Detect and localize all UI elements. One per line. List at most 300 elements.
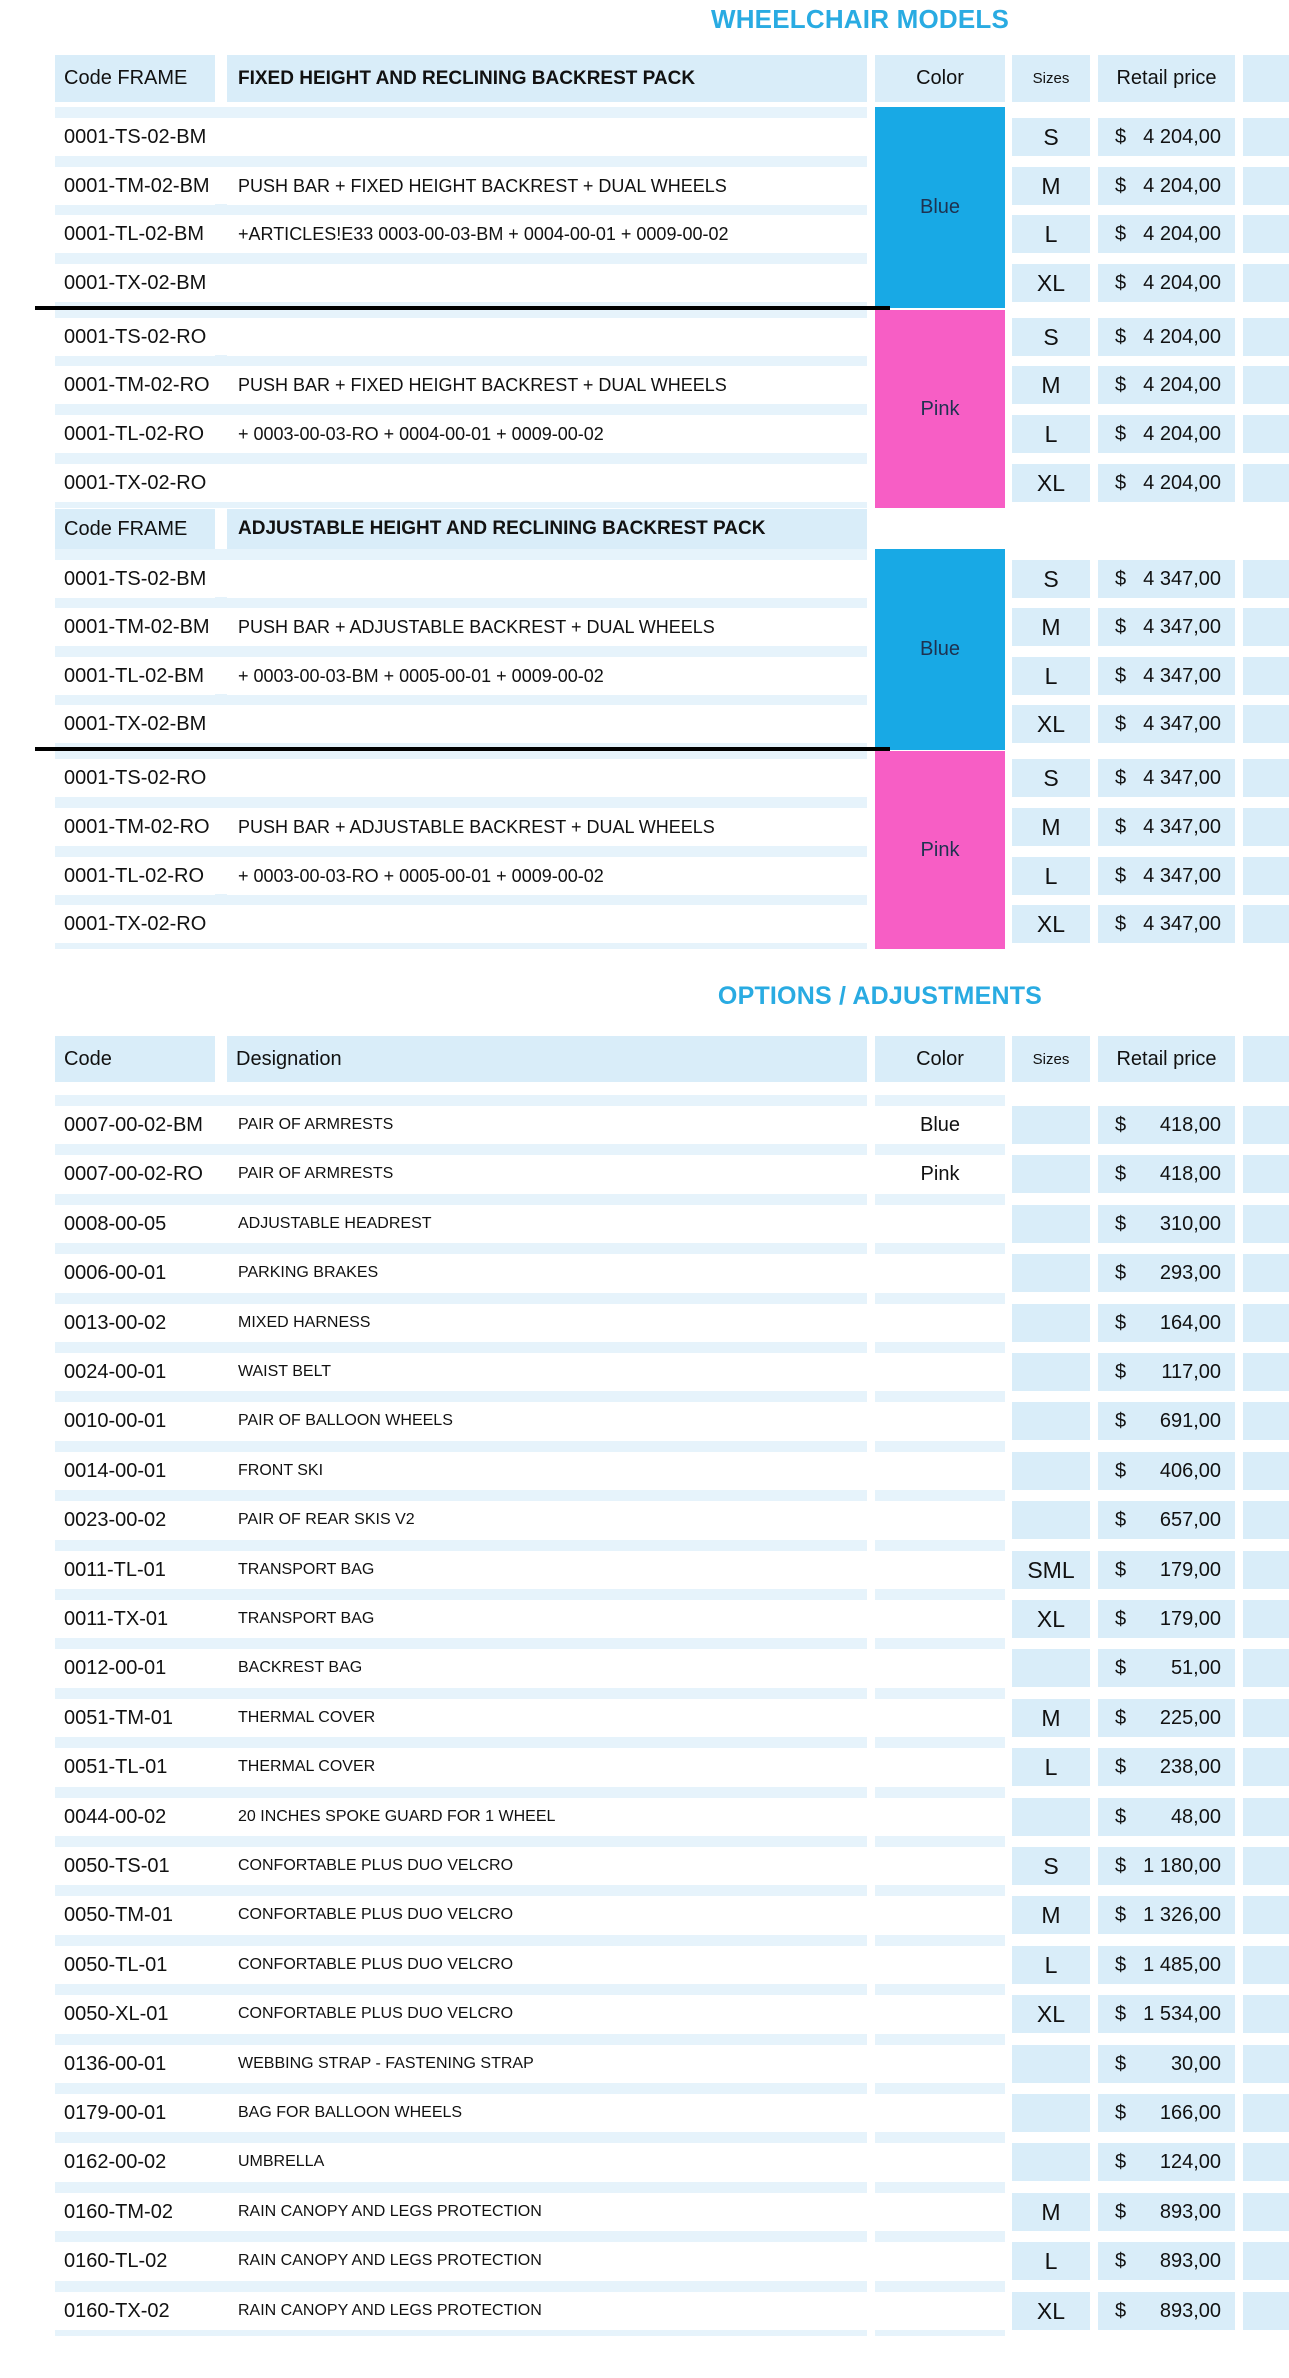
- price-amount: 238,00: [1159, 1755, 1221, 1778]
- designation-cell: PAIR OF ARMRESTS: [227, 1155, 867, 1193]
- header-color-cell: Color: [875, 55, 1005, 102]
- price-currency: $: [1115, 1558, 1127, 1581]
- row-gap-band: [55, 1144, 867, 1155]
- price-cell: [1098, 264, 1235, 302]
- size-cell: [1012, 1402, 1090, 1440]
- row-gap-band: [875, 1144, 1005, 1155]
- price-amount: 893,00: [1159, 2249, 1221, 2272]
- size-cell: [1012, 1205, 1090, 1243]
- row-gap-band: [55, 107, 867, 118]
- row-gap-band: [55, 797, 867, 808]
- spare-cell: [1243, 1699, 1289, 1737]
- row-gap-band: [875, 1984, 1005, 1995]
- size-cell: L: [1012, 215, 1090, 253]
- price-currency: $: [1115, 1162, 1127, 1185]
- price-cell: [1098, 705, 1235, 743]
- spare-cell: [1243, 2045, 1289, 2083]
- price-amount: 4 347,00: [1143, 766, 1221, 789]
- row-gap-band: [55, 943, 867, 949]
- price-cell: [1098, 759, 1235, 797]
- price-amount: 4 204,00: [1143, 125, 1221, 148]
- price-amount: 4 204,00: [1143, 222, 1221, 245]
- price-cell: [1098, 1748, 1235, 1786]
- price-cell: [1098, 2045, 1235, 2083]
- code-cell: 0001-TX-02-BM: [55, 264, 215, 302]
- code-cell: 0051-TM-01: [55, 1699, 215, 1737]
- price-currency: $: [1115, 174, 1127, 197]
- code-cell: 0010-00-01: [55, 1402, 215, 1440]
- row-gap-band: [875, 1787, 1005, 1798]
- size-cell: M: [1012, 2193, 1090, 2231]
- designation-cell: BACKREST BAG: [227, 1649, 867, 1687]
- price-currency: $: [1115, 2101, 1127, 2124]
- price-cell: [1098, 1304, 1235, 1342]
- price-currency: $: [1115, 1311, 1127, 1334]
- row-gap-band: [875, 2281, 1005, 2292]
- code-cell: 0001-TL-02-BM: [55, 215, 215, 253]
- spare-cell: [1243, 1205, 1289, 1243]
- price-currency: $: [1115, 1656, 1127, 1679]
- code-cell: 0023-00-02: [55, 1501, 215, 1539]
- code-cell: 0160-TX-02: [55, 2292, 215, 2330]
- designation-cell: PAIR OF BALLOON WHEELS: [227, 1402, 867, 1440]
- spare-cell: [1243, 808, 1289, 846]
- row-gap-band: [875, 1540, 1005, 1551]
- designation-cell: CONFORTABLE PLUS DUO VELCRO: [227, 1946, 867, 1984]
- price-currency: $: [1115, 664, 1127, 687]
- color-cell: [875, 1304, 1005, 1342]
- spare-cell: [1243, 1946, 1289, 1984]
- header-pack-cell: FIXED HEIGHT AND RECLINING BACKREST PACK: [227, 55, 867, 102]
- row-gap-band: [55, 404, 867, 415]
- price-amount: 893,00: [1159, 2200, 1221, 2223]
- price-amount: 893,00: [1159, 2299, 1221, 2322]
- price-cell: [1098, 1501, 1235, 1539]
- row-gap-band: [875, 1095, 1005, 1106]
- row-gap-band: [875, 1688, 1005, 1699]
- color-cell: [875, 1353, 1005, 1391]
- spare-cell: [1243, 1402, 1289, 1440]
- size-cell: M: [1012, 366, 1090, 404]
- price-amount: 4 347,00: [1143, 912, 1221, 935]
- designation-cell: UMBRELLA: [227, 2143, 867, 2181]
- spare-cell: [1243, 1551, 1289, 1589]
- price-currency: $: [1115, 2200, 1127, 2223]
- row-gap-band: [875, 2182, 1005, 2193]
- price-currency: $: [1115, 712, 1127, 735]
- price-cell: [1098, 118, 1235, 156]
- price-currency: $: [1115, 1607, 1127, 1630]
- spare-cell: [1243, 2143, 1289, 2181]
- price-currency: $: [1115, 2150, 1127, 2173]
- code-cell: 0001-TM-02-RO: [55, 808, 215, 846]
- code-cell: 0050-TM-01: [55, 1896, 215, 1934]
- row-gap-band: [875, 1589, 1005, 1600]
- price-currency: $: [1115, 1953, 1127, 1976]
- price-amount: 4 204,00: [1143, 174, 1221, 197]
- price-amount: 4 347,00: [1143, 815, 1221, 838]
- designation-cell: RAIN CANOPY AND LEGS PROTECTION: [227, 2242, 867, 2280]
- spare-cell: [1243, 215, 1289, 253]
- price-cell: [1098, 2193, 1235, 2231]
- price-cell: [1098, 1402, 1235, 1440]
- size-cell: L: [1012, 857, 1090, 895]
- row-gap-band: [875, 1836, 1005, 1847]
- price-currency: $: [1115, 2052, 1127, 2075]
- code-cell: 0001-TL-02-RO: [55, 415, 215, 453]
- row-gap-band: [875, 1885, 1005, 1896]
- row-gap-band: [875, 2231, 1005, 2242]
- spare-cell: [1243, 1649, 1289, 1687]
- price-cell: [1098, 215, 1235, 253]
- code-cell: 0044-00-02: [55, 1798, 215, 1836]
- size-cell: S: [1012, 1847, 1090, 1885]
- row-gap-band: [55, 2231, 867, 2242]
- price-cell: [1098, 318, 1235, 356]
- row-gap-band: [875, 2083, 1005, 2094]
- size-cell: M: [1012, 167, 1090, 205]
- header-code-cell: Code: [55, 1036, 215, 1082]
- row-gap-band: [55, 204, 867, 215]
- header-sizes-cell: Sizes: [1012, 1036, 1090, 1082]
- price-currency: $: [1115, 1508, 1127, 1531]
- size-cell: [1012, 2045, 1090, 2083]
- color-cell: [875, 2143, 1005, 2181]
- header-sizes-cell: Sizes: [1012, 55, 1090, 102]
- spare-cell: [1243, 118, 1289, 156]
- price-cell: [1098, 1649, 1235, 1687]
- spare-cell: [1243, 2193, 1289, 2231]
- price-currency: $: [1115, 1360, 1127, 1383]
- spare-cell: [1243, 560, 1289, 598]
- spare-cell: [1243, 264, 1289, 302]
- price-amount: 225,00: [1159, 1706, 1221, 1729]
- price-cell: [1098, 1205, 1235, 1243]
- price-amount: 691,00: [1159, 1409, 1221, 1432]
- row-gap-band: [55, 597, 867, 608]
- code-cell: 0001-TX-02-RO: [55, 905, 215, 943]
- size-cell: SML: [1012, 1551, 1090, 1589]
- price-amount: 4 347,00: [1143, 664, 1221, 687]
- code-cell: 0001-TS-02-BM: [55, 560, 215, 598]
- spare-cell: [1243, 1452, 1289, 1490]
- price-cell: [1098, 1600, 1235, 1638]
- designation-cell: MIXED HARNESS: [227, 1304, 867, 1342]
- row-gap-band: [55, 1441, 867, 1452]
- spare-cell: [1243, 464, 1289, 502]
- designation-cell: TRANSPORT BAG: [227, 1551, 867, 1589]
- row-gap-band: [55, 1984, 867, 1995]
- color-cell: [875, 1452, 1005, 1490]
- spare-cell: [1243, 1304, 1289, 1342]
- price-amount: 4 347,00: [1143, 712, 1221, 735]
- price-cell: [1098, 808, 1235, 846]
- size-cell: M: [1012, 1699, 1090, 1737]
- row-gap-band: [875, 2330, 1005, 2336]
- size-cell: [1012, 1501, 1090, 1539]
- price-currency: $: [1115, 271, 1127, 294]
- code-cell: 0160-TM-02: [55, 2193, 215, 2231]
- spare-cell: [1243, 905, 1289, 943]
- spare-cell: [1243, 1995, 1289, 2033]
- code-cell: 0160-TL-02: [55, 2242, 215, 2280]
- price-currency: $: [1115, 1459, 1127, 1482]
- size-cell: L: [1012, 415, 1090, 453]
- code-cell: 0179-00-01: [55, 2094, 215, 2132]
- row-gap-band: [55, 453, 867, 464]
- header-color-cell: Color: [875, 1036, 1005, 1082]
- row-gap-band: [55, 2330, 867, 2336]
- price-amount: 164,00: [1159, 1311, 1221, 1334]
- size-cell: [1012, 1304, 1090, 1342]
- price-cell: [1098, 1798, 1235, 1836]
- price-amount: 1 180,00: [1143, 1854, 1221, 1877]
- header-price-cell: Retail price: [1098, 55, 1235, 102]
- price-currency: $: [1115, 815, 1127, 838]
- row-gap-band: [55, 253, 867, 264]
- spare-cell: [1243, 415, 1289, 453]
- row-gap-band: [55, 1342, 867, 1353]
- price-amount: 179,00: [1159, 1558, 1221, 1581]
- row-gap-band: [55, 1194, 867, 1205]
- price-currency: $: [1115, 2002, 1127, 2025]
- description-cell: PUSH BAR + ADJUSTABLE BACKREST + DUAL WHEELS: [227, 608, 867, 646]
- price-cell: [1098, 464, 1235, 502]
- price-currency: $: [1115, 1212, 1127, 1235]
- spare-cell: [1243, 366, 1289, 404]
- price-currency: $: [1115, 422, 1127, 445]
- color-cell: [875, 2242, 1005, 2280]
- designation-cell: ADJUSTABLE HEADREST: [227, 1205, 867, 1243]
- row-gap-band: [875, 1737, 1005, 1748]
- designation-cell: WEBBING STRAP - FASTENING STRAP: [227, 2045, 867, 2083]
- designation-cell: CONFORTABLE PLUS DUO VELCRO: [227, 1896, 867, 1934]
- row-gap-band: [875, 1243, 1005, 1254]
- description-cell: + 0003-00-03-RO + 0005-00-01 + 0009-00-02: [227, 857, 867, 895]
- code-cell: 0050-XL-01: [55, 1995, 215, 2033]
- code-cell: 0001-TL-02-BM: [55, 657, 215, 695]
- row-gap-band: [55, 2182, 867, 2193]
- price-cell: [1098, 560, 1235, 598]
- price-cell: [1098, 1106, 1235, 1144]
- price-cell: [1098, 1452, 1235, 1490]
- price-currency: $: [1115, 1903, 1127, 1926]
- size-cell: [1012, 1155, 1090, 1193]
- code-cell: 0162-00-02: [55, 2143, 215, 2181]
- price-currency: $: [1115, 2299, 1127, 2322]
- spare-cell: [1243, 1106, 1289, 1144]
- spare-cell: [1243, 1748, 1289, 1786]
- row-gap-band: [875, 1391, 1005, 1402]
- color-block-label: Pink: [920, 838, 960, 861]
- pink-color-block: [875, 751, 1005, 949]
- price-amount: 406,00: [1159, 1459, 1221, 1482]
- code-cell: 0001-TS-02-RO: [55, 759, 215, 797]
- code-cell: 0001-TL-02-RO: [55, 857, 215, 895]
- code-cell: 0007-00-02-BM: [55, 1106, 215, 1144]
- spare-cell: [1243, 167, 1289, 205]
- designation-cell: PARKING BRAKES: [227, 1254, 867, 1292]
- code-cell: 0050-TS-01: [55, 1847, 215, 1885]
- price-amount: 418,00: [1159, 1113, 1221, 1136]
- color-cell: [875, 1896, 1005, 1934]
- designation-cell: BAG FOR BALLOON WHEELS: [227, 2094, 867, 2132]
- price-cell: [1098, 366, 1235, 404]
- blue-color-block: [875, 107, 1005, 308]
- price-cell: [1098, 1353, 1235, 1391]
- code-cell: 0013-00-02: [55, 1304, 215, 1342]
- code-cell: 0014-00-01: [55, 1452, 215, 1490]
- price-cell: [1098, 1896, 1235, 1934]
- price-amount: 293,00: [1159, 1261, 1221, 1284]
- size-cell: M: [1012, 608, 1090, 646]
- code-cell: 0006-00-01: [55, 1254, 215, 1292]
- color-cell: [875, 1254, 1005, 1292]
- size-cell: [1012, 1106, 1090, 1144]
- price-amount: 4 204,00: [1143, 422, 1221, 445]
- designation-cell: 20 INCHES SPOKE GUARD FOR 1 WHEEL: [227, 1798, 867, 1836]
- color-cell: [875, 1995, 1005, 2033]
- price-amount: 51,00: [1170, 1656, 1221, 1679]
- row-gap-band: [875, 2034, 1005, 2045]
- size-cell: L: [1012, 1748, 1090, 1786]
- designation-cell: PAIR OF REAR SKIS V2: [227, 1501, 867, 1539]
- code-cell: 0051-TL-01: [55, 1748, 215, 1786]
- price-currency: $: [1115, 125, 1127, 148]
- row-gap-band: [55, 1490, 867, 1501]
- designation-cell: RAIN CANOPY AND LEGS PROTECTION: [227, 2292, 867, 2330]
- code-cell: 0001-TX-02-BM: [55, 705, 215, 743]
- header-code-cell: Code FRAME: [55, 509, 215, 549]
- blue-color-block: [875, 549, 1005, 750]
- price-currency: $: [1115, 615, 1127, 638]
- description-cell: + 0003-00-03-BM + 0005-00-01 + 0009-00-02: [227, 657, 867, 695]
- header-pack-cell: ADJUSTABLE HEIGHT AND RECLINING BACKREST PACK: [227, 509, 867, 549]
- price-currency: $: [1115, 471, 1127, 494]
- row-gap-band: [55, 646, 867, 657]
- row-gap-band: [55, 2132, 867, 2143]
- price-amount: 1 326,00: [1143, 1903, 1221, 1926]
- header-spare-cell: [1243, 55, 1289, 102]
- group-divider: [35, 747, 890, 751]
- price-currency: $: [1115, 1261, 1127, 1284]
- price-currency: $: [1115, 373, 1127, 396]
- spare-cell: [1243, 1353, 1289, 1391]
- price-cell: [1098, 1995, 1235, 2033]
- row-gap-band: [55, 549, 867, 560]
- designation-cell: PAIR OF ARMRESTS: [227, 1106, 867, 1144]
- row-gap-band: [55, 1243, 867, 1254]
- spare-cell: [1243, 705, 1289, 743]
- spare-cell: [1243, 2094, 1289, 2132]
- size-cell: [1012, 1254, 1090, 1292]
- size-cell: XL: [1012, 2292, 1090, 2330]
- designation-cell: TRANSPORT BAG: [227, 1600, 867, 1638]
- price-amount: 48,00: [1170, 1805, 1221, 1828]
- price-amount: 117,00: [1161, 1360, 1221, 1383]
- code-cell: 0001-TM-02-BM: [55, 167, 215, 205]
- row-gap-band: [55, 1935, 867, 1946]
- code-cell: 0011-TL-01: [55, 1551, 215, 1589]
- description-cell: [227, 464, 867, 502]
- row-gap-band: [55, 894, 867, 905]
- price-currency: $: [1115, 1755, 1127, 1778]
- price-cell: [1098, 2143, 1235, 2181]
- price-amount: 310,00: [1159, 1212, 1221, 1235]
- price-currency: $: [1115, 1706, 1127, 1729]
- row-gap-band: [55, 2034, 867, 2045]
- color-cell: Blue: [875, 1106, 1005, 1144]
- row-gap-band: [55, 156, 867, 167]
- price-cell: [1098, 2292, 1235, 2330]
- price-amount: 166,00: [1159, 2101, 1221, 2124]
- options-title: OPTIONS / ADJUSTMENTS: [717, 982, 1043, 1010]
- spare-cell: [1243, 857, 1289, 895]
- color-cell: [875, 1501, 1005, 1539]
- code-cell: 0001-TS-02-BM: [55, 118, 215, 156]
- description-cell: + 0003-00-03-RO + 0004-00-01 + 0009-00-02: [227, 415, 867, 453]
- row-gap-band: [55, 694, 867, 705]
- description-cell: [227, 118, 867, 156]
- size-cell: XL: [1012, 1995, 1090, 2033]
- spare-cell: [1243, 318, 1289, 356]
- color-cell: [875, 1205, 1005, 1243]
- color-cell: [875, 2094, 1005, 2132]
- price-cell: [1098, 167, 1235, 205]
- spare-cell: [1243, 1254, 1289, 1292]
- color-cell: [875, 1847, 1005, 1885]
- color-block-label: Blue: [919, 196, 961, 218]
- price-cell: [1098, 2242, 1235, 2280]
- size-cell: XL: [1012, 705, 1090, 743]
- price-amount: 4 347,00: [1143, 567, 1221, 590]
- code-cell: 0024-00-01: [55, 1353, 215, 1391]
- row-gap-band: [55, 1737, 867, 1748]
- price-amount: 30,00: [1170, 2052, 1221, 2075]
- row-gap-band: [875, 1490, 1005, 1501]
- code-cell: 0001-TS-02-RO: [55, 318, 215, 356]
- description-cell: [227, 759, 867, 797]
- row-gap-band: [55, 2083, 867, 2094]
- color-cell: [875, 2045, 1005, 2083]
- size-cell: [1012, 1452, 1090, 1490]
- price-currency: $: [1115, 864, 1127, 887]
- header-price-cell: Retail price: [1098, 1036, 1235, 1082]
- size-cell: XL: [1012, 264, 1090, 302]
- row-gap-band: [875, 1935, 1005, 1946]
- size-cell: [1012, 1649, 1090, 1687]
- description-cell: PUSH BAR + FIXED HEIGHT BACKREST + DUAL WHEELS: [227, 366, 867, 404]
- price-currency: $: [1115, 325, 1127, 348]
- color-block-label: Blue: [919, 638, 961, 660]
- spare-cell: [1243, 1155, 1289, 1193]
- price-amount: 4 204,00: [1143, 471, 1221, 494]
- price-cell: [1098, 1946, 1235, 1984]
- size-cell: XL: [1012, 464, 1090, 502]
- color-cell: [875, 1946, 1005, 1984]
- row-gap-band: [875, 1293, 1005, 1304]
- designation-cell: FRONT SKI: [227, 1452, 867, 1490]
- price-cell: [1098, 657, 1235, 695]
- price-currency: $: [1115, 1113, 1127, 1136]
- description-cell: [227, 705, 867, 743]
- color-cell: [875, 1649, 1005, 1687]
- code-cell: 0012-00-01: [55, 1649, 215, 1687]
- row-gap-band: [55, 1293, 867, 1304]
- designation-cell: CONFORTABLE PLUS DUO VELCRO: [227, 1847, 867, 1885]
- price-amount: 4 204,00: [1143, 325, 1221, 348]
- spare-cell: [1243, 657, 1289, 695]
